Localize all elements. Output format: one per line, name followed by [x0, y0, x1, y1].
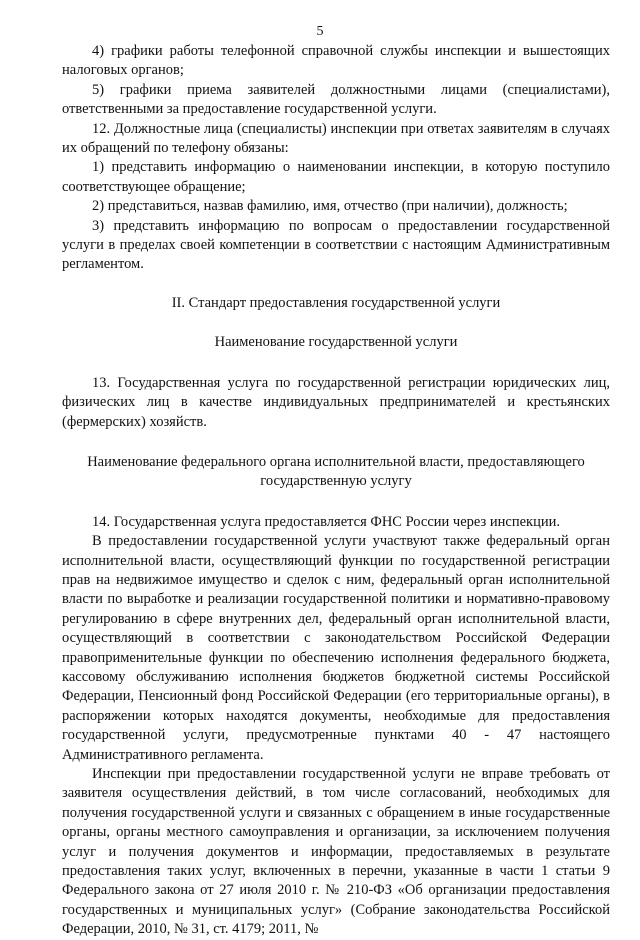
- page-number: 5: [316, 24, 324, 39]
- clause-13: 13. Государственная услуга по государственной регистрации юридических лиц, физических лиц в качестве индивидуальных предпринимателей и крестьянских (фермерских) хозяйств.: [62, 374, 610, 430]
- clause-14: 14. Государственная услуга предоставляется ФНС России через инспекции.: [92, 513, 560, 530]
- section-heading: II. Стандарт предоставления государственной услуги: [171, 294, 501, 311]
- document-body: [62, 42, 610, 940]
- subheading-service-name: Наименование государственной услуги: [214, 334, 458, 351]
- duty-item-2: 2) представиться, назвав фамилию, имя, отчество (при наличии), должность;: [92, 198, 568, 215]
- clause-12: 12. Должностные лица (специалисты) инспекции при ответах заявителям в случаях их обращений по телефону обязаны:: [62, 120, 610, 157]
- duty-item-3: 3) представить информацию по вопросам о предоставлении государственной услуги в пределах своей компетенции в соответствии с настоящим Административным регламентом.: [62, 217, 610, 273]
- list-item-5: 5) графики приема заявителей должностными лицами (специалистами), ответственными за предоставление государственной услуги.: [62, 81, 610, 118]
- list-item-4: 4) графики работы телефонной справочной службы инспекции и вышестоящих налоговых органов;: [62, 43, 610, 79]
- duty-item-1: 1) представить информацию о наименовании инспекции, в которую поступило соответствующее обращение;: [62, 159, 610, 195]
- restrictions-paragraph: Инспекции при предоставлении государственной услуги не вправе требовать от заявителя осуществления действий, в том числе согласований, необходимых для получения государственной услуги и связанных с обращением в иные государственные органы, органы местного самоуправления и организации, за исключением получения услуг и получения документов и информации, предоставляемых в результате предоставления таких услуг, включенных в перечни, указанные в части 1 статьи 9 Федерального закона от 27 июля 2010 г. № 210-ФЗ «Об организации предоставления государственных и муниципальных услуг» (Собрание законодательства Российской Федерации, 2010, № 31, ст. 4179; 2011, №: [62, 766, 610, 938]
- participants-paragraph: В предоставлении государственной услуги участвуют также федеральный орган исполнительной власти, осуществляющий функции по государственной регистрации прав на недвижимое имущество и сделок с ним, федеральный орган исполнительной власти по выработке и реализации государственной политики и нормативно-правовому регулированию в сфере внутренних дел, федеральный орган исполнительной власти, осуществляющий в соответствии с законодательством Российской Федерации правоприменительные функции по обеспечению исполнения федерального бюджета, кассовому обслуживанию исполнения бюджетов бюджетной системы Российской Федерации, Пенсионный фонд Российской Федерации (его территориальные органы), в распоряжении которых находятся документы, необходимые для предоставления государственной услуги, предусмотренные пунктами 40 - 47 настоящего Административного регламента.: [62, 533, 610, 763]
- subheading-federal-body: Наименование федерального органа исполнительной власти, предоставляющего государственную услугу: [87, 453, 585, 490]
